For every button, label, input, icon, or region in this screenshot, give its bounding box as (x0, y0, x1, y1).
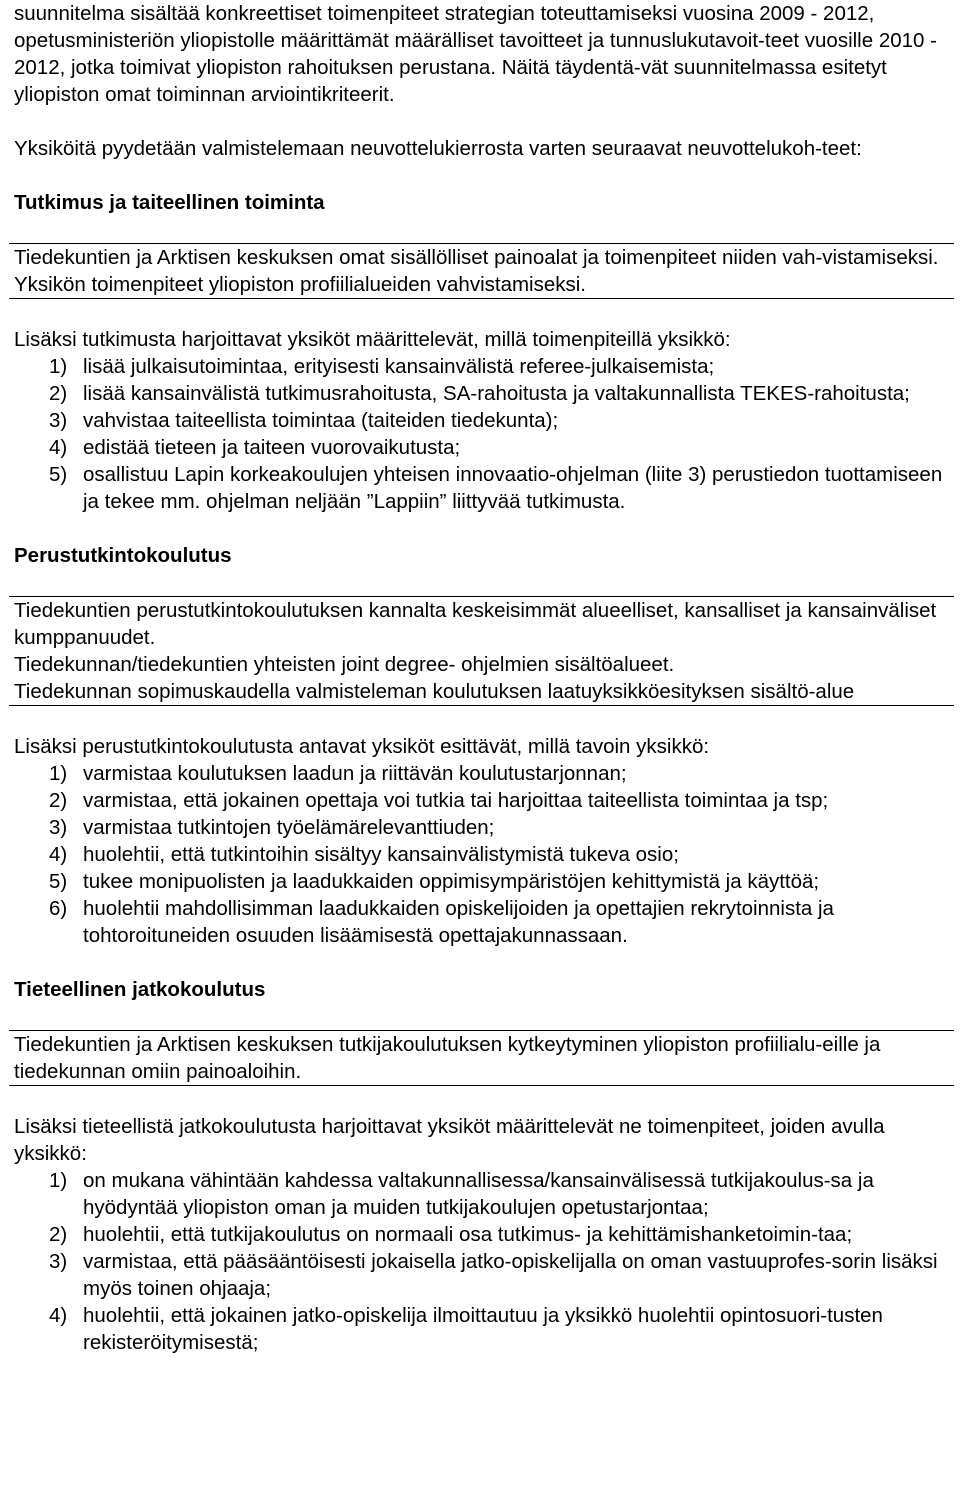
list-item-text: huolehtii mahdollisimman laadukkaiden opiskelijoiden ja opettajien rekrytoinnista ja tohtoroituneiden osuuden lisäämisestä opettajakunnassaan. (83, 897, 834, 947)
list-item (14, 760, 946, 787)
list-item (14, 434, 946, 461)
list-item-text: lisää kansainvälistä tutkimusrahoitusta, SA-rahoitusta ja valtakunnallista TEKES-rahoitusta; (83, 382, 910, 405)
undergrad-list-block (14, 733, 946, 949)
list-item-text: tukee monipuolisten ja laadukkaiden oppimisympäristöjen kehittymistä ja käyttöä; (83, 870, 820, 893)
list-item (14, 1167, 946, 1221)
research-boxed-line: Tiedekuntien ja Arktisen keskuksen omat sisällölliset painoalat ja toimenpiteet niiden vah-vistamiseksi. (14, 246, 939, 269)
research-list (14, 353, 946, 515)
postgrad-boxed-block (9, 1030, 954, 1086)
list-item-text: vahvistaa taiteellista toimintaa (taiteiden tiedekunta); (83, 409, 559, 432)
list-item-text: varmistaa koulutuksen laadun ja riittävän koulutustarjonnan; (83, 762, 627, 785)
list-item-text: on mukana vähintään kahdessa valtakunnallisessa/kansainvälisessä tutkijakoulus-sa ja hyödyntää yliopiston oman ja muiden tutkijakoulujen opetustarjontaa; (83, 1169, 874, 1219)
list-item (14, 841, 946, 868)
research-heading: Tutkimus ja taiteellinen toiminta (14, 191, 325, 214)
postgrad-list (14, 1167, 946, 1356)
list-item (14, 461, 946, 515)
list-item-text: varmistaa tutkintojen työelämärelevanttiuden; (83, 816, 495, 839)
list-item (14, 787, 946, 814)
list-item (14, 814, 946, 841)
undergrad-heading: Perustutkintokoulutus (14, 544, 232, 567)
list-item (14, 895, 946, 949)
undergrad-list (14, 760, 946, 949)
list-item-number: 2) (49, 789, 68, 812)
list-item-text: edistää tieteen ja taiteen vuorovaikutusta; (83, 436, 461, 459)
list-item-text: huolehtii, että tutkijakoulutus on normaali osa tutkimus- ja kehittämishanketoimin-taa; (83, 1223, 853, 1246)
list-item-number: 6) (49, 897, 68, 920)
list-item-number: 1) (49, 355, 68, 378)
research-boxed-block (9, 243, 954, 299)
undergrad-boxed-line: Tiedekunnan sopimuskaudella valmisteleman koulutuksen laatuyksikköesityksen sisältö-alue (14, 680, 855, 703)
research-boxed-line: Yksikön toimenpiteet yliopiston profiilialueiden vahvistamiseksi. (14, 273, 586, 296)
list-item-number: 5) (49, 870, 68, 893)
postgrad-list-intro: Lisäksi tieteellistä jatkokoulutusta harjoittavat yksiköt määrittelevät ne toimenpiteet, joiden avulla yksikkö: (14, 1115, 885, 1165)
list-item-text: osallistuu Lapin korkeakoulujen yhteisen innovaatio-ohjelman (liite 3) perustiedon tuottamiseen ja tekee mm. ohjelman neljään ”Lappiin” liittyvää tutkimusta. (83, 463, 943, 513)
intro-paragraph: suunnitelma sisältää konkreettiset toimenpiteet strategian toteuttamiseksi vuosina 2009 - 2012, opetusministeriön yliopistolle määrittämät määrälliset tavoitteet ja tunnuslukutavoit-teet vuosille 2010 - 2012, jotka toimivat yliopiston rahoituksen perustana. Näitä täydentä-vät suunnitelmassa esitetyt yliopiston omat toiminnan arviointikriteerit. (14, 2, 937, 106)
list-item-number: 3) (49, 1250, 68, 1273)
list-item-text: varmistaa, että pääsääntöisesti jokaisella jatko-opiskelijalla on oman vastuuprofes-sorin lisäksi myös toinen ohjaaja; (83, 1250, 938, 1300)
list-item-text: varmistaa, että jokainen opettaja voi tutkia tai harjoittaa taiteellista toimintaa ja tsp; (83, 789, 829, 812)
list-item (14, 407, 946, 434)
postgrad-heading: Tieteellinen jatkokoulutus (14, 978, 266, 1001)
list-item (14, 1302, 946, 1356)
undergrad-boxed-block (9, 596, 954, 706)
postgrad-boxed-line: Tiedekuntien ja Arktisen keskuksen tutkijakoulutuksen kytkeytyminen yliopiston profiilialu-eille ja tiedekunnan omiin painoaloihin. (14, 1033, 881, 1083)
postgrad-list-block (14, 1113, 946, 1356)
document-page (14, 0, 946, 1356)
list-item-number: 3) (49, 409, 68, 432)
undergrad-boxed-line: Tiedekuntien perustutkintokoulutuksen kannalta keskeisimmät alueelliset, kansalliset ja kansainväliset kumppanuudet. (14, 599, 937, 649)
research-list-block (14, 326, 946, 515)
list-item-number: 4) (49, 436, 68, 459)
list-item-number: 4) (49, 843, 68, 866)
list-item-text: huolehtii, että tutkintoihin sisältyy kansainvälistymistä tukeva osio; (83, 843, 679, 866)
list-item-number: 4) (49, 1304, 68, 1327)
list-item (14, 1248, 946, 1302)
undergrad-boxed-line: Tiedekunnan/tiedekuntien yhteisten joint degree- ohjelmien sisältöalueet. (14, 653, 675, 676)
list-item-number: 1) (49, 1169, 68, 1192)
list-item (14, 868, 946, 895)
undergrad-section (14, 542, 946, 949)
undergrad-list-intro: Lisäksi perustutkintokoulutusta antavat yksiköt esittävät, millä tavoin yksikkö: (14, 735, 710, 758)
request-paragraph: Yksiköitä pyydetään valmistelemaan neuvottelukierrosta varten seuraavat neuvottelukoh-teet: (14, 137, 862, 160)
list-item-number: 2) (49, 1223, 68, 1246)
postgrad-section (14, 976, 946, 1356)
list-item-number: 5) (49, 463, 68, 486)
list-item-number: 1) (49, 762, 68, 785)
list-item (14, 1221, 946, 1248)
research-section (14, 189, 946, 515)
list-item-text: lisää julkaisutoimintaa, erityisesti kansainvälistä referee-julkaisemista; (83, 355, 715, 378)
list-item (14, 380, 946, 407)
research-list-intro: Lisäksi tutkimusta harjoittavat yksiköt määrittelevät, millä toimenpiteillä yksikkö: (14, 328, 731, 351)
list-item-number: 3) (49, 816, 68, 839)
list-item-text: huolehtii, että jokainen jatko-opiskelija ilmoittautuu ja yksikkö huolehtii opintosuori-tusten rekisteröitymisestä; (83, 1304, 883, 1354)
list-item-number: 2) (49, 382, 68, 405)
list-item (14, 353, 946, 380)
